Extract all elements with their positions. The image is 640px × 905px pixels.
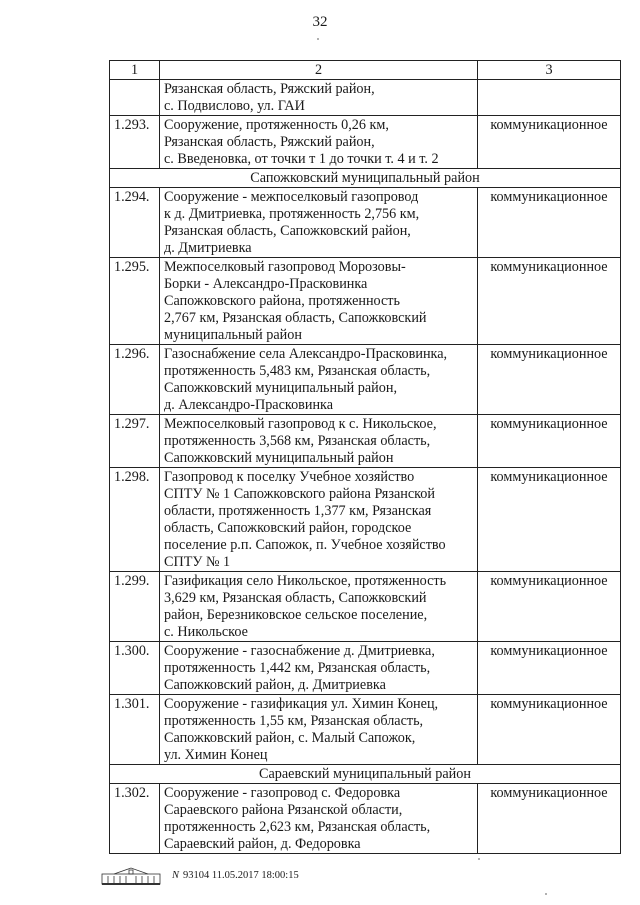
description-line: Межпоселковый газопровод к с. Никольское, [164, 416, 437, 432]
description-line: Газификация село Никольское, протяженность [164, 573, 447, 589]
item-number: 1.293. [110, 116, 160, 169]
item-number: 1.295. [110, 258, 160, 345]
item-purpose: коммуникационное [478, 468, 621, 572]
item-purpose: коммуникационное [478, 345, 621, 415]
description-line: Сапожковский муниципальный район, [164, 380, 397, 396]
scan-speck [478, 858, 480, 860]
description-line: Газоснабжение села Александро-Прасковинка, [164, 346, 448, 362]
item-description [160, 784, 478, 854]
building-seal-icon [100, 866, 162, 886]
description-line: Рязанская область, Сапожковский район, [164, 223, 411, 239]
section-row [110, 765, 621, 784]
document-footer [100, 866, 400, 886]
section-title: Сапожковский муниципальный район [110, 169, 621, 188]
description-line: д. Александро-Прасковинка [164, 397, 334, 413]
item-number: 1.300. [110, 642, 160, 695]
footer-id-text: 93104 11.05.2017 18:00:15 [183, 870, 299, 881]
table-row [110, 188, 621, 258]
table-row [110, 80, 621, 116]
document-id-timestamp [172, 870, 299, 881]
item-description [160, 116, 478, 169]
item-purpose: коммуникационное [478, 415, 621, 468]
description-line: Межпоселковый газопровод Морозовы- [164, 259, 406, 275]
item-number: 1.302. [110, 784, 160, 854]
description-line: протяженность 2,623 км, Рязанская область, [164, 819, 431, 835]
table-row [110, 784, 621, 854]
description-line: Сапожковский муниципальный район [164, 450, 394, 466]
description-line: области, протяженность 1,377 км, Рязанская [164, 503, 432, 519]
section-row [110, 169, 621, 188]
page-number: 32 [312, 14, 328, 30]
property-table-body [110, 61, 621, 854]
item-description [160, 642, 478, 695]
description-line: ул. Химин Конец [164, 747, 268, 763]
table-row [110, 572, 621, 642]
description-line: Сараевского района Рязанской области, [164, 802, 403, 818]
item-purpose: коммуникационное [478, 188, 621, 258]
description-line: СПТУ № 1 [164, 554, 231, 570]
description-line: Сооружение - газификация ул. Химин Конец, [164, 696, 439, 712]
description-line: д. Дмитриевка [164, 240, 252, 256]
item-description [160, 80, 478, 116]
description-line: Сапожковский район, д. Дмитриевка [164, 677, 386, 693]
description-line: с. Никольское [164, 624, 248, 640]
item-number: 1.297. [110, 415, 160, 468]
item-purpose: коммуникационное [478, 258, 621, 345]
table-row [110, 345, 621, 415]
scan-speck [545, 893, 547, 895]
item-description [160, 415, 478, 468]
description-line: протяженность 3,568 км, Рязанская область, [164, 433, 431, 449]
item-purpose: коммуникационное [478, 784, 621, 854]
description-line: Сапожковского района, протяженность [164, 293, 400, 309]
description-line: Газопровод к поселку Учебное хозяйство [164, 469, 415, 485]
description-line: Сараевский район, д. Федоровка [164, 836, 361, 852]
item-purpose: коммуникационное [478, 116, 621, 169]
description-line: область, Сапожковский район, городское [164, 520, 412, 536]
item-description [160, 345, 478, 415]
item-purpose [478, 80, 621, 116]
description-line: Сапожковский район, с. Малый Сапожок, [164, 730, 416, 746]
description-line: Борки - Александро-Прасковинка [164, 276, 368, 292]
description-line: 2,767 км, Рязанская область, Сапожковский [164, 310, 427, 326]
item-number: 1.298. [110, 468, 160, 572]
description-line: поселение р.п. Сапожок, п. Учебное хозяйство [164, 537, 446, 553]
property-table [109, 60, 621, 854]
table-row [110, 116, 621, 169]
number-symbol: N [172, 870, 180, 881]
description-line: с. Подвислово, ул. ГАИ [164, 98, 305, 114]
table-row [110, 415, 621, 468]
description-line: Рязанская область, Ряжский район, [164, 81, 375, 97]
description-line: муниципальный район [164, 327, 302, 343]
description-line: 3,629 км, Рязанская область, Сапожковский [164, 590, 427, 606]
item-description [160, 188, 478, 258]
item-number: 1.296. [110, 345, 160, 415]
item-purpose: коммуникационное [478, 572, 621, 642]
item-number: 1.299. [110, 572, 160, 642]
item-number [110, 80, 160, 116]
table-row [110, 468, 621, 572]
table-header-row [110, 61, 621, 80]
section-title: Сараевский муниципальный район [110, 765, 621, 784]
description-line: СПТУ № 1 Сапожковского района Рязанской [164, 486, 435, 502]
item-description [160, 258, 478, 345]
description-line: район, Березниковское сельское поселение, [164, 607, 428, 623]
table-row [110, 258, 621, 345]
description-line: Сооружение - межпоселковый газопровод [164, 189, 419, 205]
item-description [160, 572, 478, 642]
description-line: Сооружение - газоснабжение д. Дмитриевка, [164, 643, 435, 659]
item-number: 1.301. [110, 695, 160, 765]
description-line: Рязанская область, Ряжский район, [164, 134, 375, 150]
table-row [110, 642, 621, 695]
description-line: Сооружение - газопровод с. Федоровка [164, 785, 401, 801]
item-purpose: коммуникационное [478, 642, 621, 695]
item-description [160, 695, 478, 765]
item-description [160, 468, 478, 572]
column-header-description: 2 [160, 61, 478, 80]
description-line: протяженность 5,483 км, Рязанская область, [164, 363, 431, 379]
description-line: протяженность 1,55 км, Рязанская область, [164, 713, 424, 729]
description-line: с. Введеновка, от точки т 1 до точки т. 4 и т. 2 [164, 151, 439, 167]
scan-speck [317, 38, 319, 40]
item-purpose: коммуникационное [478, 695, 621, 765]
column-header-purpose: 3 [478, 61, 621, 80]
description-line: протяженность 1,442 км, Рязанская область, [164, 660, 431, 676]
description-line: Сооружение, протяженность 0,26 км, [164, 117, 389, 133]
description-line: к д. Дмитриевка, протяженность 2,756 км, [164, 206, 420, 222]
column-header-number: 1 [110, 61, 160, 80]
item-number: 1.294. [110, 188, 160, 258]
table-row [110, 695, 621, 765]
